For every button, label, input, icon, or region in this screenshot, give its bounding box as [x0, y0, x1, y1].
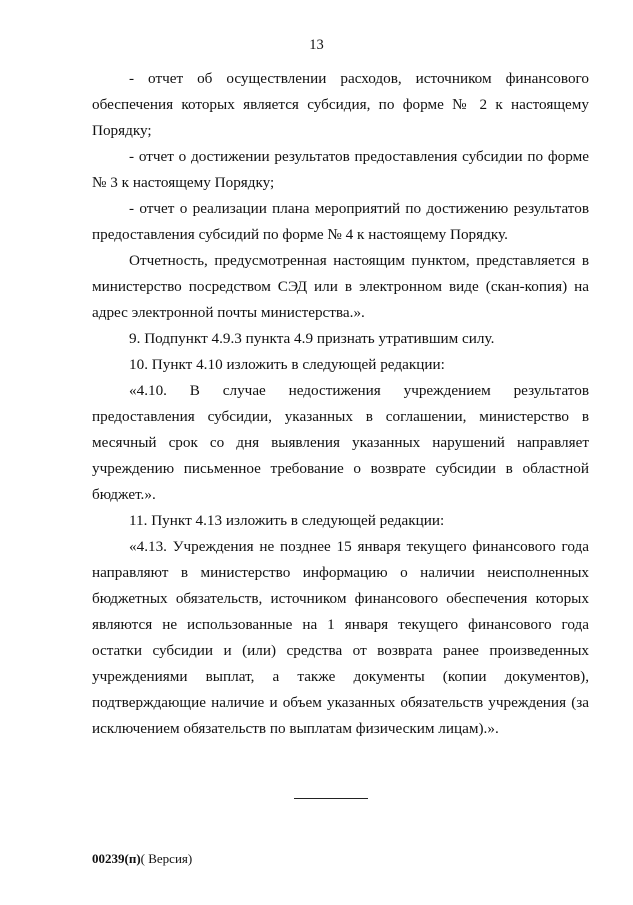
document-body: [92, 66, 589, 742]
document-version: ( Версия): [140, 851, 193, 866]
paragraph-report-plan: - отчет о реализации плана мероприятий по достижению результатов предоставления субсидий по форме № 4 к настоящему Порядку.: [92, 200, 589, 243]
paragraph-item-9: 9. Подпункт 4.9.3 пункта 4.9 признать утратившим силу.: [129, 330, 495, 347]
end-divider: [294, 798, 368, 799]
page-number: 13: [309, 37, 324, 53]
paragraph-clause-4-10: «4.10. В случае недостижения учреждением результатов предоставления субсидии, указанных в соглашении, министерство в месячный срок со дня выявления указанных нарушений направляет учреждению письменное требование о возврате субсидии в областной бюджет.».: [92, 382, 589, 503]
paragraph-clause-4-13: «4.13. Учреждения не позднее 15 января текущего финансового года направляют в министерство информацию о наличии неисполненных бюджетных обязательств, источником финансового обеспечения которых являются не использованные на 1 января текущего финансового года остатки субсидии и (или) средства от возврата ранее произведенных учреждениями выплат, а также документы (копии документов), подтверждающие наличие и объем указанных обязательств учреждения (за исключением обязательств по выплатам физическим лицам).».: [92, 538, 589, 737]
document-footer: [92, 851, 192, 867]
document-code: 00239(п): [92, 851, 141, 866]
paragraph-report-expenses: - отчет об осуществлении расходов, источником финансового обеспечения которых является субсидия, по форме № 2 к настоящему Порядку;: [92, 70, 589, 139]
paragraph-reporting-submission: Отчетность, предусмотренная настоящим пунктом, представляется в министерство посредством СЭД или в электронном виде (скан-копия) на адрес электронной почты министерства.».: [92, 252, 589, 321]
paragraph-report-results: - отчет о достижении результатов предоставления субсидии по форме № 3 к настоящему Порядку;: [92, 148, 589, 191]
paragraph-item-11: 11. Пункт 4.13 изложить в следующей редакции:: [129, 512, 445, 529]
paragraph-item-10: 10. Пункт 4.10 изложить в следующей редакции:: [129, 356, 445, 373]
